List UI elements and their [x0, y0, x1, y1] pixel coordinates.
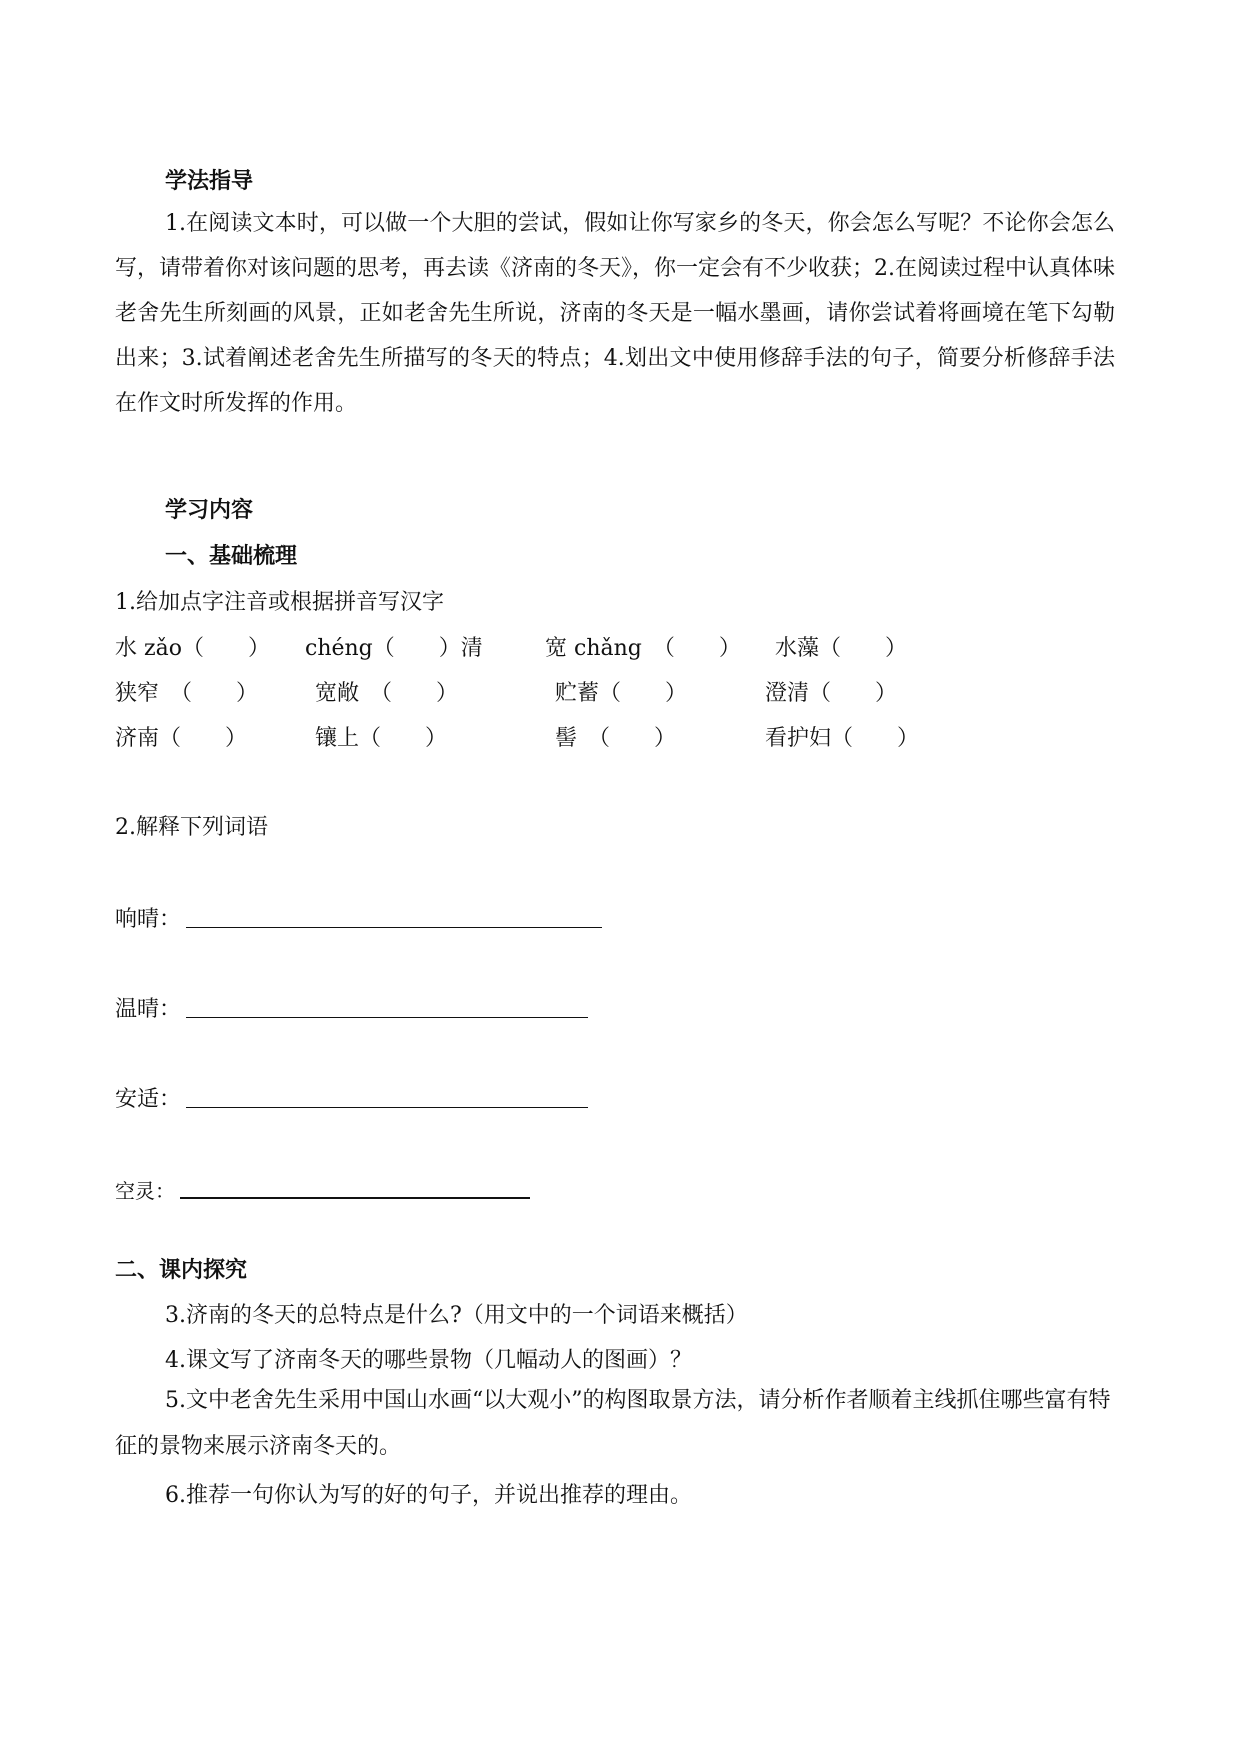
question-5: 5.文中老舍先生采用中国山水画“以大观小”的构图取景方法，请分析作者顺着主线抓住哪些富有特征的景物来展示济南冬天的。: [115, 1388, 1111, 1459]
question-6: 6.推荐一句你认为写的好的句子，并说出推荐的理由。: [165, 1483, 692, 1508]
heading-study-content: 学习内容: [165, 498, 254, 523]
pinyin-item: 看护妇（ ）: [765, 726, 920, 751]
pinyin-item: 贮蓄（ ）: [555, 681, 688, 706]
pinyin-item: 澄清（ ）: [765, 681, 898, 706]
section-one-title: 一、基础梳理: [165, 544, 298, 569]
pinyin-item: 水藻（ ）: [775, 636, 908, 661]
question-4: 4.课文写了济南冬天的哪些景物（几幅动人的图画）？: [165, 1348, 692, 1373]
pinyin-item: 宽 chǎng （ ）: [545, 636, 741, 661]
pinyin-item: 宽敞 （ ）: [315, 681, 459, 706]
heading-study-guide: 学法指导: [165, 169, 254, 194]
answer-blank[interactable]: [186, 1017, 588, 1018]
question-2-label: 2.解释下列词语: [115, 815, 268, 840]
study-guide-paragraph: 1.在阅读文本时，可以做一个大胆的尝试，假如让你写家乡的冬天，你会怎么写呢？不论你会怎么写，请带着你对该问题的思考，再去读《济南的冬天》，你一定会有不少收获；2.在阅读过程中认真体味老舍先生所刻画的风景，正如老舍先生所说，济南的冬天是一幅水墨画，请你尝试着将画境在笔下勾勒出来；3.试着阐述老舍先生所描写的冬天的特点；4.划出文中使用修辞手法的句子，简要分析修辞手法在作文时所发挥的作用。: [115, 211, 1115, 416]
answer-blank[interactable]: [180, 1197, 530, 1199]
term-label: 安适：: [115, 1087, 182, 1112]
pinyin-item: 狭窄 （ ）: [115, 681, 259, 706]
question-1-label: 1.给加点字注音或根据拼音写汉字: [115, 590, 444, 615]
pinyin-item: 济南（ ）: [115, 726, 248, 751]
answer-blank[interactable]: [186, 1107, 588, 1108]
term-label: 空灵：: [115, 1179, 175, 1203]
pinyin-item: chéng（ ）清: [305, 636, 483, 661]
answer-blank[interactable]: [186, 927, 602, 928]
pinyin-item: 髻 （ ）: [555, 726, 677, 751]
term-label: 响晴：: [115, 907, 182, 932]
question-3: 3.济南的冬天的总特点是什么?（用文中的一个词语来概括）: [165, 1303, 748, 1328]
section-two-title: 二、课内探究: [115, 1258, 248, 1283]
pinyin-item: 水 zǎo（ ）: [115, 636, 270, 661]
pinyin-item: 镶上（ ）: [315, 726, 448, 751]
term-label: 温晴：: [115, 997, 182, 1022]
